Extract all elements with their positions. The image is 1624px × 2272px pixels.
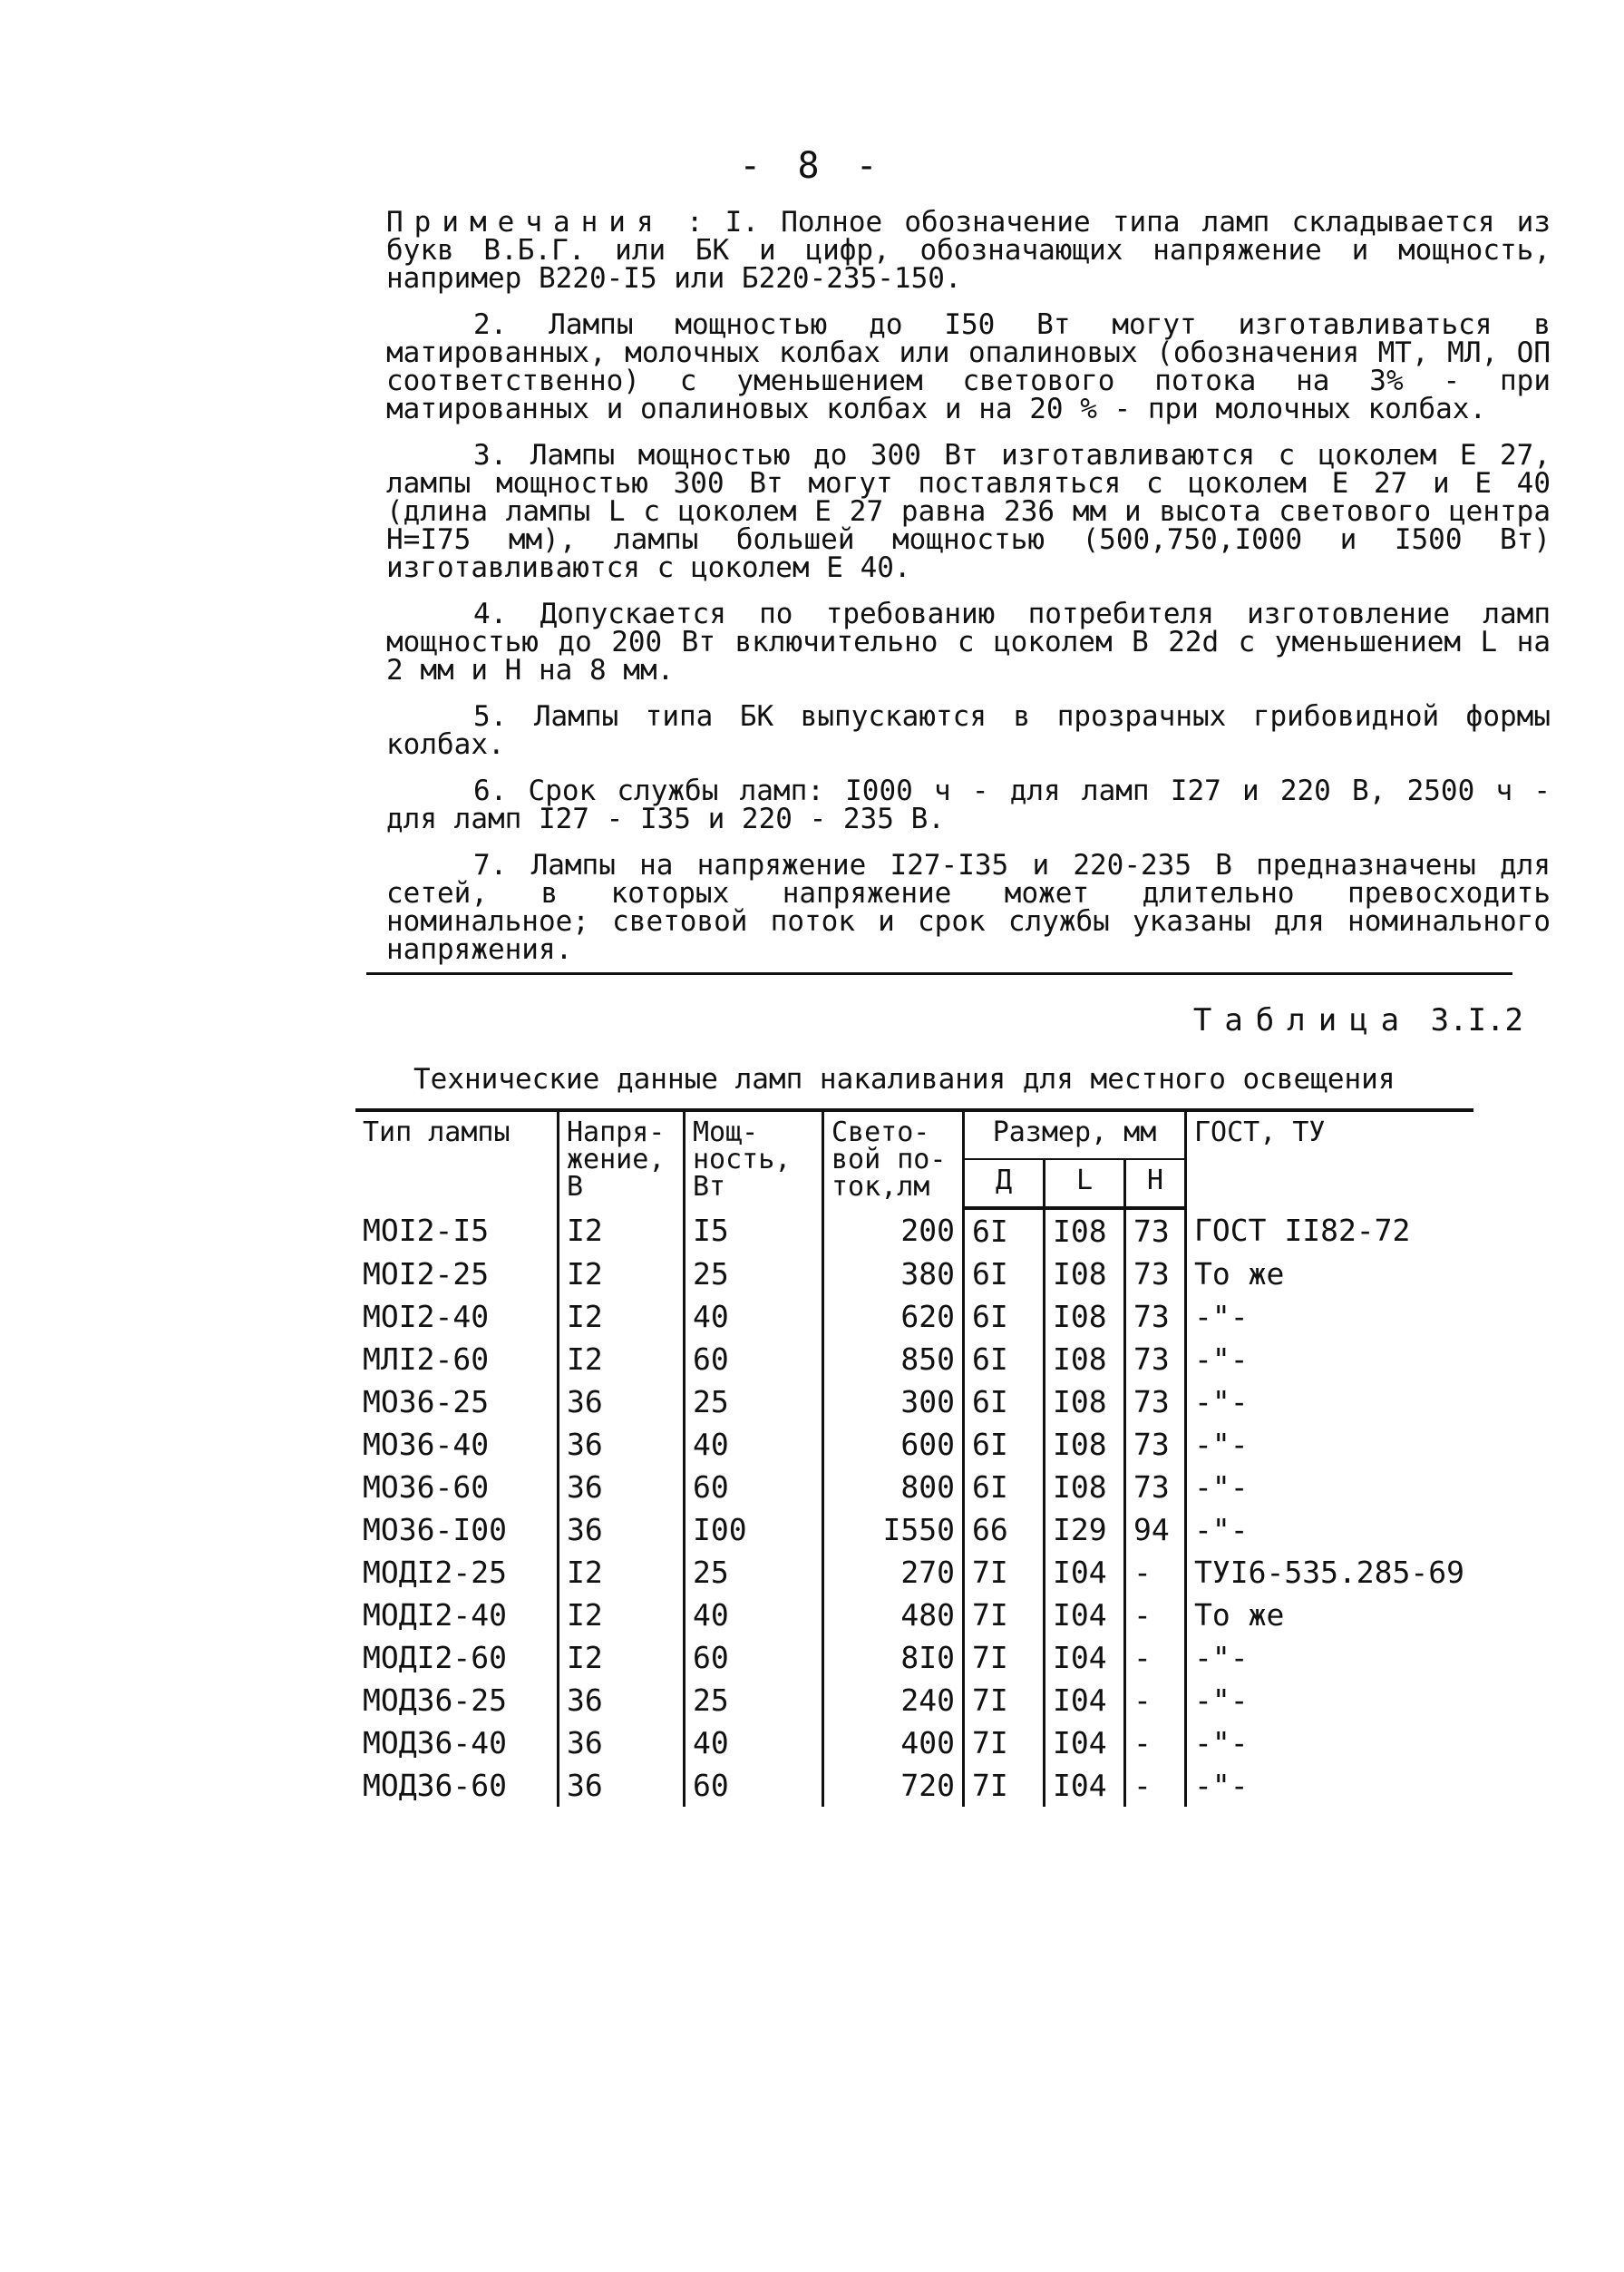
table-row [355, 1208, 1473, 1253]
note-5: 5. Лампы типа БК выпускаются в прозрачных грибовидной формы колбах. [386, 700, 1551, 761]
cell-flux: 8I0 [823, 1636, 964, 1679]
cell-power: 25 [685, 1679, 823, 1721]
cell-voltage: I2 [559, 1338, 685, 1380]
table-row [355, 1721, 1473, 1764]
cell-flux: 400 [823, 1721, 964, 1764]
cell-h: 73 [1125, 1423, 1186, 1466]
table-row [355, 1551, 1473, 1594]
cell-voltage: 36 [559, 1764, 685, 1807]
note-4: 4. Допускается по требованию потребителя изготовление ламп мощностью до 200 Вт включительно с цоколем В 22d с уменьшением L на 2 мм и Н на 8 мм. [386, 598, 1551, 687]
cell-d: 6I [964, 1338, 1045, 1380]
note-1 [386, 206, 1551, 295]
lamp-table-container [355, 1108, 1473, 1807]
cell-gost: -"- [1186, 1764, 1474, 1807]
cell-d: 7I [964, 1594, 1045, 1636]
cell-l: I04 [1045, 1551, 1125, 1594]
table-row [355, 1423, 1473, 1466]
cell-type: МО36-60 [363, 1469, 490, 1505]
cell-voltage: 36 [559, 1466, 685, 1508]
cell-voltage: I2 [559, 1636, 685, 1679]
note-1-text: : I. Полное обозначение типа ламп складывается из букв В.Б.Г. или БК и цифр, обозначающих напряжение и мощность, например В220-I5 или Б220-235-150. [386, 206, 1551, 295]
notes-divider [366, 972, 1512, 975]
note-2: 2. Лампы мощностью до I50 Вт могут изготавливаться в матированных, молочных колбах или опалиновых (обозначения МТ, МЛ, ОП соответственно) с уменьшением светового потока на 3% - при матированных и опалиновых колбах и на 20 % - при молочных колбах. [386, 308, 1551, 425]
cell-type: МО36-I00 [363, 1512, 507, 1547]
cell-d: 6I [964, 1208, 1045, 1253]
cell-gost: -"- [1186, 1295, 1474, 1338]
cell-flux: 270 [823, 1551, 964, 1594]
notes-heading: Примечания [386, 206, 665, 239]
cell-d: 7I [964, 1679, 1045, 1721]
cell-flux: 720 [823, 1764, 964, 1807]
cell-l: I04 [1045, 1594, 1125, 1636]
cell-l: I08 [1045, 1295, 1125, 1338]
cell-gost: -"- [1186, 1508, 1474, 1551]
cell-flux: 300 [823, 1380, 964, 1423]
cell-gost: ТУI6-535.285-69 [1186, 1551, 1474, 1594]
cell-d: 7I [964, 1764, 1045, 1807]
notes-section [386, 206, 1551, 982]
cell-voltage: 36 [559, 1380, 685, 1423]
cell-h: 73 [1125, 1253, 1186, 1295]
table-number-label: Таблица [1192, 1002, 1413, 1038]
cell-voltage: I2 [559, 1208, 685, 1253]
cell-l: I04 [1045, 1721, 1125, 1764]
table-row [355, 1764, 1473, 1807]
cell-flux: 480 [823, 1594, 964, 1636]
table-row [355, 1679, 1473, 1721]
cell-l: I04 [1045, 1764, 1125, 1807]
cell-type: МО36-40 [363, 1427, 490, 1462]
header-gost: ГОСТ, ТУ [1186, 1110, 1474, 1208]
cell-h: - [1125, 1679, 1186, 1721]
cell-flux: 240 [823, 1679, 964, 1721]
cell-type: МОI2-I5 [363, 1213, 490, 1248]
header-d: Д [964, 1159, 1045, 1208]
cell-power: 40 [685, 1594, 823, 1636]
cell-h: - [1125, 1764, 1186, 1807]
cell-h: - [1125, 1721, 1186, 1764]
cell-type: МОДI2-25 [363, 1555, 507, 1590]
cell-power: 25 [685, 1253, 823, 1295]
cell-gost: То же [1186, 1253, 1474, 1295]
cell-power: 25 [685, 1551, 823, 1594]
cell-power: 60 [685, 1636, 823, 1679]
cell-voltage: I2 [559, 1295, 685, 1338]
table-row [355, 1253, 1473, 1295]
cell-d: 6I [964, 1466, 1045, 1508]
cell-gost: -"- [1186, 1466, 1474, 1508]
cell-gost: -"- [1186, 1636, 1474, 1679]
table-row [355, 1295, 1473, 1338]
cell-type: МОI2-40 [363, 1299, 490, 1334]
header-l: L [1045, 1159, 1125, 1208]
cell-l: I08 [1045, 1380, 1125, 1423]
cell-h: - [1125, 1594, 1186, 1636]
cell-power: 60 [685, 1466, 823, 1508]
cell-power: 60 [685, 1338, 823, 1380]
table-number [1070, 1002, 1523, 1038]
cell-d: 6I [964, 1423, 1045, 1466]
cell-gost: -"- [1186, 1338, 1474, 1380]
cell-flux: 850 [823, 1338, 964, 1380]
cell-voltage: I2 [559, 1253, 685, 1295]
cell-type: МОДI2-40 [363, 1597, 507, 1633]
cell-power: 40 [685, 1721, 823, 1764]
header-h: Н [1125, 1159, 1186, 1208]
header-power: Мощ-ность, Вт [685, 1110, 823, 1208]
cell-flux: 200 [823, 1208, 964, 1253]
cell-l: I08 [1045, 1466, 1125, 1508]
table-caption: Технические данные ламп накаливания для местного освещения [413, 1063, 1395, 1096]
cell-h: 73 [1125, 1466, 1186, 1508]
cell-l: I08 [1045, 1338, 1125, 1380]
cell-d: 7I [964, 1721, 1045, 1764]
table-row [355, 1594, 1473, 1636]
cell-voltage: 36 [559, 1423, 685, 1466]
table-row [355, 1466, 1473, 1508]
cell-flux: I550 [823, 1508, 964, 1551]
table-row [355, 1508, 1473, 1551]
table-row [355, 1636, 1473, 1679]
table-row [355, 1338, 1473, 1380]
cell-power: I5 [685, 1208, 823, 1253]
cell-flux: 380 [823, 1253, 964, 1295]
cell-type: МОДI2-60 [363, 1640, 507, 1675]
cell-d: 7I [964, 1636, 1045, 1679]
cell-power: 60 [685, 1764, 823, 1807]
cell-gost: -"- [1186, 1423, 1474, 1466]
cell-power: 25 [685, 1380, 823, 1423]
cell-h: 94 [1125, 1508, 1186, 1551]
cell-gost: -"- [1186, 1679, 1474, 1721]
cell-l: I08 [1045, 1253, 1125, 1295]
cell-voltage: 36 [559, 1508, 685, 1551]
cell-l: I04 [1045, 1636, 1125, 1679]
cell-d: 6I [964, 1253, 1045, 1295]
cell-type: МОД36-60 [363, 1768, 507, 1803]
cell-h: 73 [1125, 1295, 1186, 1338]
cell-gost: ГОСТ II82-72 [1186, 1208, 1474, 1253]
cell-voltage: 36 [559, 1721, 685, 1764]
cell-voltage: 36 [559, 1679, 685, 1721]
cell-gost: То же [1186, 1594, 1474, 1636]
cell-h: 73 [1125, 1208, 1186, 1253]
header-flux: Свето-вой по-ток,лм [823, 1110, 964, 1208]
header-type: Тип лампы [355, 1110, 559, 1208]
table-number-value: 3.I.2 [1430, 1002, 1523, 1038]
cell-type: МОД36-25 [363, 1682, 507, 1718]
lamp-table-body [355, 1208, 1473, 1807]
page-number: - 8 - [739, 145, 885, 187]
cell-type: МОД36-40 [363, 1725, 507, 1760]
cell-power: 40 [685, 1423, 823, 1466]
cell-d: 6I [964, 1380, 1045, 1423]
cell-l: I29 [1045, 1508, 1125, 1551]
cell-h: 73 [1125, 1338, 1186, 1380]
cell-flux: 620 [823, 1295, 964, 1338]
cell-l: I04 [1045, 1679, 1125, 1721]
cell-d: 66 [964, 1508, 1045, 1551]
note-3: 3. Лампы мощностью до 300 Вт изготавливаются с цоколем Е 27, лампы мощностью 300 Вт могут поставляться с цоколем Е 27 и Е 40 (длина лампы L с цоколем Е 27 равна 236 мм и высота светового центра Н=I75 мм), лампы большей мощностью (500,750,I000 и I500 Вт) изготавливаются с цоколем Е 40. [386, 439, 1551, 584]
note-7: 7. Лампы на напряжение I27-I35 и 220-235 В предназначены для сетей, в которых напряжение может длительно превосходить номинальное; световой поток и срок службы указаны для номинального напряжения. [386, 849, 1551, 966]
cell-flux: 600 [823, 1423, 964, 1466]
cell-voltage: I2 [559, 1594, 685, 1636]
header-voltage: Напря-жение, В [559, 1110, 685, 1208]
cell-h: - [1125, 1551, 1186, 1594]
cell-power: I00 [685, 1508, 823, 1551]
cell-h: - [1125, 1636, 1186, 1679]
cell-type: МЛI2-60 [363, 1341, 490, 1377]
cell-gost: -"- [1186, 1721, 1474, 1764]
note-6: 6. Срок службы ламп: I000 ч - для ламп I27 и 220 В, 2500 ч - для ламп I27 - I35 и 220 - 235 В. [386, 775, 1551, 835]
lamp-table [355, 1108, 1473, 1807]
cell-h: 73 [1125, 1380, 1186, 1423]
cell-type: МОI2-25 [363, 1256, 490, 1292]
cell-d: 7I [964, 1551, 1045, 1594]
cell-power: 40 [685, 1295, 823, 1338]
header-size: Размер, мм [964, 1110, 1186, 1159]
cell-l: I08 [1045, 1208, 1125, 1253]
cell-type: МО36-25 [363, 1384, 490, 1419]
cell-voltage: I2 [559, 1551, 685, 1594]
table-row [355, 1380, 1473, 1423]
cell-gost: -"- [1186, 1380, 1474, 1423]
cell-l: I08 [1045, 1423, 1125, 1466]
cell-d: 6I [964, 1295, 1045, 1338]
cell-flux: 800 [823, 1466, 964, 1508]
